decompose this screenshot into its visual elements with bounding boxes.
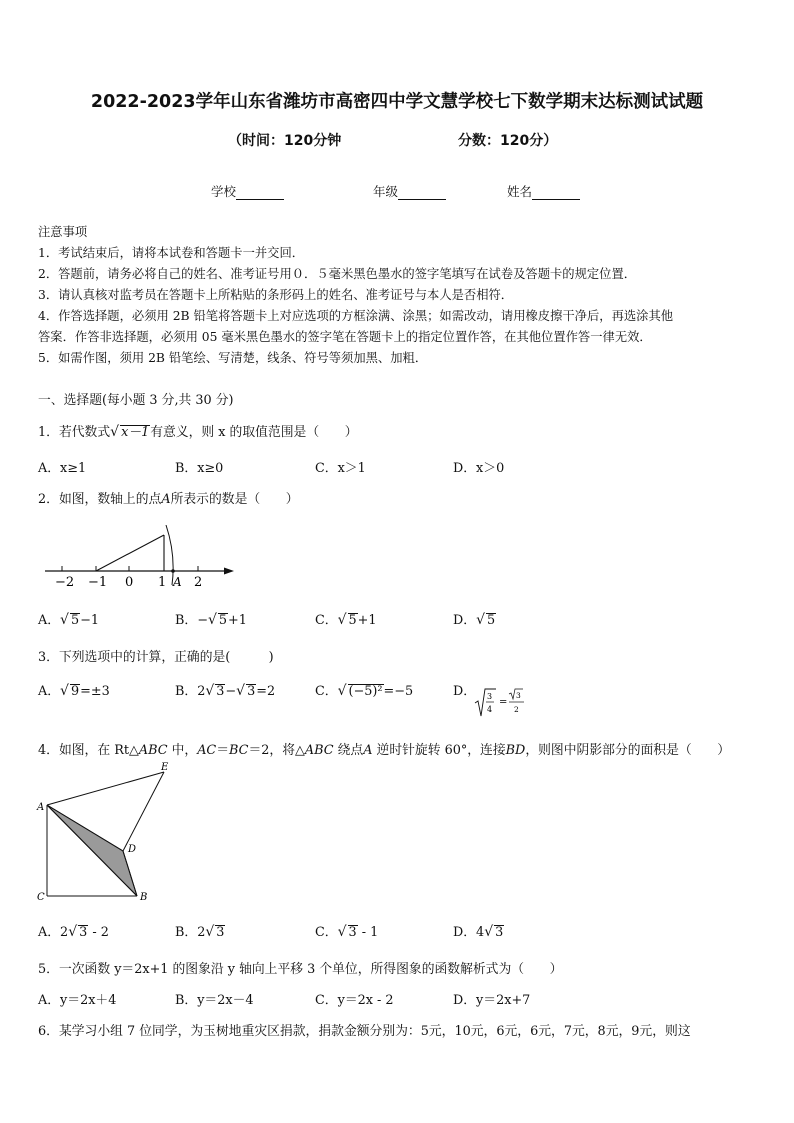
score-label: 分数：120分） — [458, 133, 558, 149]
note-item: 4．作答选择题，必须用 2B 铅笔将答题卡上对应选项的方框涂满、涂黑；如需改动，请用橡皮擦干净后，再选涂其他 — [38, 309, 674, 323]
axis-label-a: A — [173, 575, 182, 589]
q3-d-rden: 2 — [514, 705, 519, 714]
q3-c-post: =−5 — [383, 684, 414, 699]
exam-title: 2022-2023学年山东省潍坊市高密四中学文慧学校七下数学期末达标测试试题 — [90, 92, 704, 112]
q3-b-radicand-1: 3 — [216, 684, 225, 699]
q3-option-d-formula — [474, 686, 534, 720]
q1-radicand: x－1 — [121, 425, 150, 440]
q5-option-b[interactable]: B．y＝2x－4 — [175, 993, 254, 1008]
q2-option-c[interactable] — [315, 609, 377, 628]
label-e: E — [161, 762, 169, 773]
question-5: 5．一次函数 y＝2x+1 的图象沿 y 轴向上平移 3 个单位，所得图象的函数解析式为（ ） — [38, 962, 563, 977]
q4-a-radicand: 3 — [79, 925, 88, 940]
q2-c-label: C． — [315, 613, 338, 628]
hypotenuse-line — [96, 535, 164, 571]
radical-sign: √ — [476, 612, 485, 628]
q3-d-eq: = — [499, 697, 508, 708]
radical-sign: √ — [205, 924, 215, 940]
q4-mid: 中， — [167, 743, 198, 758]
q4-eq2: ＝2，将△ — [248, 743, 305, 758]
radical-sign: √ — [337, 924, 347, 940]
q3-d-label: D． — [453, 684, 477, 699]
q2-a-label: A． — [38, 613, 61, 628]
grade-blank — [398, 186, 446, 200]
notes-section — [38, 222, 758, 369]
axis-arrow — [224, 568, 234, 575]
q2-a-post: −1 — [80, 613, 99, 628]
question-3: 3．下列选项中的计算，正确的是( ) — [38, 650, 274, 665]
q2-option-d[interactable] — [453, 609, 496, 628]
q3-d-num: 3 — [487, 692, 493, 701]
q1-post: 有意义，则 x 的取值范围是（ ） — [150, 425, 358, 440]
q2-stem2: 所表示的数是（ ） — [170, 492, 299, 507]
radical-sign: √ — [60, 612, 69, 628]
radical-sign: √ — [60, 683, 69, 699]
number-line-figure — [40, 525, 240, 595]
q4-option-c[interactable] — [315, 921, 378, 940]
q1-option-a[interactable]: A．x≥1 — [38, 461, 87, 476]
grade-label: 年级 — [373, 184, 399, 199]
section-heading: 一、选择题(每小题 3 分,共 30 分) — [38, 393, 234, 408]
q4-option-b[interactable] — [175, 921, 225, 940]
q4-ac: AC — [197, 743, 217, 758]
q5-option-a[interactable]: A．y＝2x＋4 — [38, 993, 117, 1008]
axis-label-1: 1 — [158, 575, 167, 590]
rotation-figure — [30, 760, 180, 905]
q3-b-minus: − — [225, 684, 237, 699]
q4-abc2: ABC — [304, 743, 334, 758]
q5-option-c[interactable]: C．y＝2x - 2 — [315, 993, 394, 1008]
q3-b-radicand-2: 3 — [247, 684, 256, 699]
radical-sign: √ — [205, 683, 215, 699]
q4-d-label: D．4 — [453, 925, 485, 940]
label-a: A — [37, 802, 45, 813]
axis-label-minus-2: −2 — [55, 575, 75, 590]
label-b: B — [140, 892, 148, 903]
label-c: C — [37, 892, 45, 903]
radical-sign: √ — [68, 924, 78, 940]
q4-bc: BC — [229, 743, 249, 758]
q2-c-radicand: 5 — [348, 613, 357, 628]
q2-b-post: +1 — [228, 613, 247, 628]
q3-option-d[interactable] — [453, 680, 476, 699]
grade-field[interactable] — [373, 182, 446, 200]
q4-c-radicand: 3 — [348, 925, 357, 940]
q3-a-radicand: 9 — [70, 684, 80, 699]
q4-option-d[interactable] — [453, 921, 504, 940]
q3-option-a[interactable] — [38, 680, 110, 699]
note-item: 5．如需作图，须用 2B 铅笔绘、写清楚，线条、符号等须加黑、加粗． — [38, 351, 428, 365]
q3-a-post: =±3 — [80, 684, 110, 699]
note-item: 答案．作答非选择题，必须用 05 毫米黑色墨水的签字笔在答题卡上的指定位置作答，在其他位置作答一律无效． — [38, 330, 652, 344]
q2-a-radicand: 5 — [70, 613, 80, 628]
q3-c-label: C． — [315, 684, 338, 699]
q4-a-label: A．2 — [38, 925, 69, 940]
radical-sign: √ — [484, 924, 494, 940]
q4-rot: 绕点 — [333, 743, 364, 758]
q4-a: A — [363, 743, 373, 758]
q3-option-b[interactable] — [175, 680, 275, 699]
school-label: 学校 — [211, 184, 237, 199]
name-blank — [532, 186, 580, 200]
q1-option-c[interactable]: C．x＞1 — [315, 461, 366, 476]
q2-d-radicand: 5 — [486, 613, 496, 628]
radical-sign: √ — [337, 683, 347, 699]
school-blank — [236, 186, 284, 200]
q3-d-rnum: 3 — [516, 691, 521, 700]
q2-b-radicand: 5 — [218, 613, 228, 628]
q3-d-den: 4 — [487, 705, 493, 714]
q4-bd: BD — [505, 743, 526, 758]
school-field[interactable] — [211, 182, 284, 200]
axis-label-minus-1: −1 — [88, 575, 108, 590]
q4-eq1: ＝ — [216, 743, 230, 758]
segment-ed — [123, 772, 164, 851]
question-1 — [38, 421, 358, 440]
q2-stem: 2．如图，数轴上的点 — [38, 492, 162, 507]
axis-label-2: 2 — [194, 575, 203, 590]
question-6: 6．某学习小组 7 位同学，为玉树地重灾区捐款，捐款金额分别为：5元，10元，6元，6元，7元，8元，9元，则这 — [38, 1024, 691, 1039]
q2-point: A — [161, 492, 171, 507]
q4-c-label: C． — [315, 925, 338, 940]
q2-c-post: +1 — [357, 613, 377, 628]
radical-sign: √ — [236, 683, 246, 699]
point-a-dot — [171, 569, 175, 573]
q4-option-a[interactable] — [38, 921, 109, 940]
q4-tail: ，则图中阴影部分的面积是（ ） — [525, 743, 731, 758]
radical-sign: √ — [207, 612, 217, 628]
q4-b-label: B．2 — [175, 925, 206, 940]
q4-b-radicand: 3 — [216, 925, 225, 940]
radical-sign — [475, 689, 496, 716]
q3-a-label: A． — [38, 684, 61, 699]
q3-c-radicand: (−5)² — [348, 684, 383, 699]
q4-abc: ABC — [138, 743, 168, 758]
note-item: 3．请认真核对监考员在答题卡上所粘贴的条形码上的姓名、准考证号与本人是否相符． — [38, 288, 514, 302]
q2-d-label: D． — [453, 613, 477, 628]
q1-option-d[interactable]: D．x＞0 — [453, 461, 505, 476]
q3-b-label: B．2 — [175, 684, 206, 699]
q1-pre: 1．若代数式 — [38, 425, 111, 440]
q1-option-b[interactable]: B．x≥0 — [175, 461, 224, 476]
q4-rot2: 逆时针旋转 60°，连接 — [372, 743, 506, 758]
segment-ae — [47, 772, 164, 805]
note-item: 2．答题前，请务必将自己的姓名、准考证号用０．５毫米黑色墨水的签字笔填写在试卷及答题卡的规定位置． — [38, 267, 637, 281]
q3-option-c[interactable] — [315, 680, 413, 699]
name-field[interactable] — [507, 182, 580, 200]
q2-b-label: B．− — [175, 613, 208, 628]
q2-option-a[interactable] — [38, 609, 99, 628]
q5-option-d[interactable]: D．y＝2x+7 — [453, 993, 531, 1008]
radical-sign: √ — [337, 612, 347, 628]
notes-heading: 注意事项 — [38, 225, 88, 239]
q4-stem: 4．如图，在 Rt△ — [38, 743, 139, 758]
q3-b-post: =2 — [256, 684, 276, 699]
time-label: （时间：120分钟 — [228, 133, 342, 149]
q4-a-post: - 2 — [88, 925, 109, 940]
note-item: 1．考试结束后，请将本试卷和答题卡一并交回． — [38, 246, 305, 260]
name-label: 姓名 — [507, 184, 533, 199]
question-2 — [38, 488, 299, 507]
radical-sign: √ — [110, 424, 120, 440]
q2-option-b[interactable] — [175, 609, 247, 628]
q4-d-radicand: 3 — [495, 925, 504, 940]
q4-c-post: - 1 — [357, 925, 379, 940]
axis-label-0: 0 — [125, 575, 134, 590]
label-d: D — [128, 844, 137, 855]
question-4 — [38, 739, 730, 758]
